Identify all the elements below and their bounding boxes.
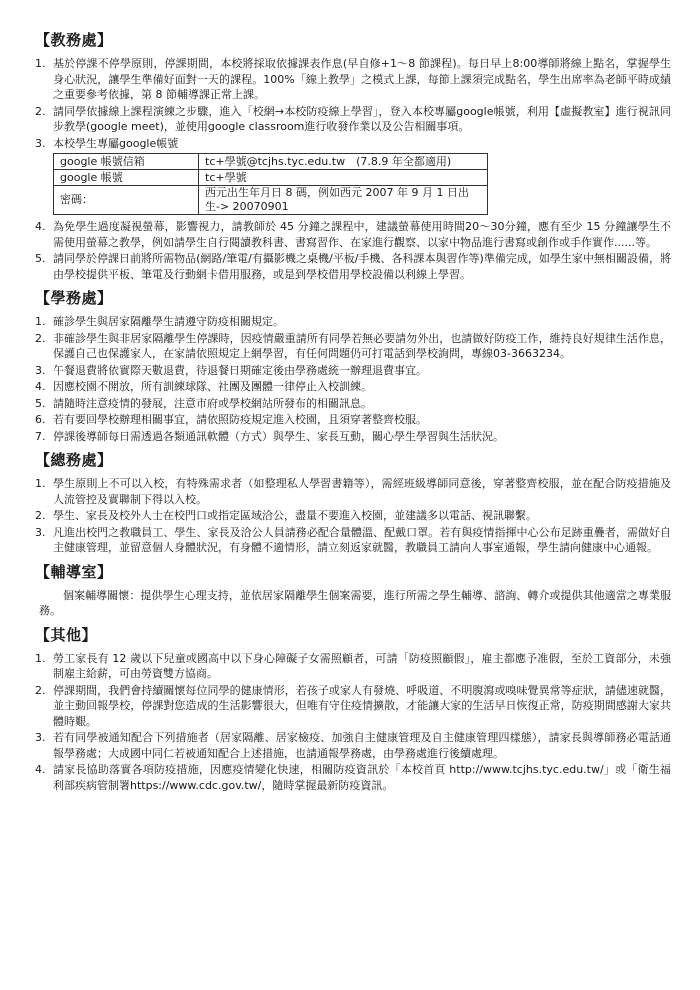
- list-item: [35, 396, 671, 412]
- list-item: [35, 56, 671, 103]
- item-text: 午餐退費將依實際天數退費，待退餐日期確定後由學務處統一辦理退費事宜。: [53, 363, 427, 377]
- list-item: [35, 251, 671, 282]
- item-number: 2.: [35, 509, 46, 522]
- list-item: [35, 508, 671, 524]
- item-text: 學生原則上不可以入校，有特殊需求者（如整理私人學習書籍等），需經班級導師同意後，穿著整齊校服，並在配合防疫措施及人流管控及實聯制下得以入校。: [53, 477, 671, 506]
- section-title: 【其他】: [35, 625, 98, 644]
- item-number: 7.: [35, 429, 46, 443]
- item-list: [35, 56, 671, 151]
- section-other: [35, 625, 671, 794]
- item-text: 請同學於停課日前將所需物品(網路/筆電/有攝影機之桌機/平板/手機、各科課本與習作等)準備完成，如學生家中無相關設備，將由學校提供平板、筆電及行動網卡借用服務，或是到學校借用學校設備以利線上學習。: [53, 252, 671, 281]
- item-number: 4.: [35, 763, 46, 776]
- item-list: [35, 476, 671, 556]
- item-number: 1.: [35, 315, 46, 328]
- list-item: [35, 651, 671, 682]
- item-number: 1.: [35, 477, 46, 490]
- item-text: 為免學生過度凝視螢幕，影響視力，請教師於 45 分鐘之課程中，建議螢幕使用時間20～30分鐘，應有至少 15 分鐘讓學生不需使用螢幕之教學，例如請學生自行閱讀教科書、書寫習作、在家進行觀察、以家中物品進行書寫或創作或手作實作......等。: [53, 220, 671, 249]
- item-number: 4.: [35, 220, 46, 233]
- list-item: [35, 762, 671, 793]
- table-row: [54, 170, 488, 186]
- item-number: 2.: [35, 683, 46, 697]
- account-table: [53, 153, 488, 215]
- list-item: [35, 136, 671, 152]
- list-item: [35, 476, 671, 507]
- item-text: 請同學依據線上課程演練之步驟，進入「校網→本校防疫線上學習」，登入本校專屬google帳號，利用【虛擬教室】進行視訊同步教學(google meet)，並使用google classroom進行收發作業以及公告相關事項。: [53, 104, 671, 133]
- section-academic-affairs: [35, 30, 671, 282]
- item-number: 2.: [35, 104, 46, 118]
- section-counseling: [35, 562, 671, 619]
- item-text: 請隨時注意疫情的發展，注意市府或學校網站所發布的相關訊息。: [53, 396, 372, 410]
- list-item: [35, 363, 671, 379]
- item-list: [35, 651, 671, 794]
- item-number: 3.: [35, 136, 46, 150]
- list-item: [35, 525, 671, 556]
- list-item: [35, 683, 671, 730]
- item-number: 4.: [35, 380, 46, 393]
- item-text: 若有要回學校辦理相關事宜，請依照防疫規定進入校園，且須穿著整齊校服。: [53, 413, 427, 426]
- list-item: [35, 730, 671, 761]
- item-number: 2.: [35, 331, 46, 345]
- item-text: 停課後導師每日需透過各類通訊軟體（方式）與學生、家長互動，關心學生學習與生活狀況。: [53, 429, 504, 443]
- item-number: 3.: [35, 363, 46, 377]
- item-number: 1.: [35, 651, 46, 665]
- counseling-paragraph: 個案輔導關懷：提供學生心理支持，並依居家隔離學生個案需要，進行所需之學生輔導、諮詢、轉介或提供其他適當之專業服務。: [39, 588, 671, 617]
- list-item: [35, 429, 671, 445]
- section-title: 【教務處】: [35, 31, 113, 49]
- item-number: 6.: [35, 413, 46, 426]
- section-title: 【總務處】: [35, 451, 113, 469]
- item-number: 3.: [35, 525, 46, 539]
- table-cell-value: 西元出生年月日 8 碼，例如西元 2007 年 9 月 1 日出生-> 20070901: [199, 186, 488, 215]
- document-page: [35, 30, 671, 799]
- item-text: 非確診學生與非居家隔離學生停課時，因疫情嚴重請所有同學若無必要請勿外出，也請做好防疫工作，維持良好規律生活作息，保護自己也保護家人，在家請依照規定上網學習，有任何問題仍可打電話到學校詢問，專線03-3663234。: [53, 331, 671, 360]
- item-text: 因應校園不開放，所有訓練球隊、社團及團體一律停止入校訓練。: [53, 380, 372, 393]
- list-item: [35, 104, 671, 135]
- table-row: [54, 154, 488, 170]
- list-item: [35, 331, 671, 362]
- item-list: [35, 314, 671, 444]
- item-text: 基於停課不停學原則，停課期間，本校將採取依據課表作息(早自修+1～8 節課程)。每日早上8:00導師將線上點名，掌握學生身心狀況，讓學生準備好面對一天的課程。100%「線上教學」之模式上課，每節上課須完成點名，學生出席率為老師平時成績之重要參考依據，第 8 節輔導課正常上課。: [53, 57, 671, 101]
- table-cell-value: tc+學號: [199, 170, 488, 186]
- item-text: 若有同學被通知配合下列措施者（居家隔離、居家檢疫、加強自主健康管理及自主健康管理四樣態），請家長與導師務必電話通報學務處；大成國中同仁若被通知配合上述措施，也請通報學務處，由學務處進行後續處理。: [53, 731, 671, 760]
- section-title: 【輔導室】: [35, 562, 113, 581]
- table-cell-key: google 帳號信箱: [54, 154, 199, 170]
- item-text: 請家長協助落實各項防疫措施，因應疫情變化快速，相關防疫資訊於「本校首頁 http://www.tcjhs.tyc.edu.tw/」或「衛生福利部疾病管制署https://www.cdc.gov.tw/，隨時掌握最新防疫資訊。: [53, 763, 671, 792]
- list-item: [35, 379, 671, 395]
- list-item: [35, 412, 671, 428]
- item-text: 停課期間，我們會持續關懷每位同學的健康情形，若孩子或家人有發燒、呼吸道、不明腹瀉或嗅味覺異常等症狀，請儘速就醫，並主動回報學校，停課對您造成的生活影響很大，但唯有守住疫情擴散，才能讓大家的生活早日恢復正常，防疫期間感謝大家共體時艱。: [53, 683, 671, 728]
- item-number: 3.: [35, 731, 46, 744]
- item-text: 本校學生專屬google帳號: [53, 136, 179, 150]
- table-cell-value: tc+學號@tcjhs.tyc.edu.tw (7.8.9 年全都適用): [199, 154, 488, 170]
- item-number: 5.: [35, 396, 46, 410]
- item-text: 確診學生與居家隔離學生請遵守防疫相關規定。: [53, 315, 284, 328]
- table-cell-key: google 帳號: [54, 170, 199, 186]
- item-number: 1.: [35, 57, 46, 70]
- section-general-affairs: [35, 450, 671, 556]
- table-cell-key: 密碼：: [54, 186, 199, 215]
- item-list: [35, 219, 671, 282]
- list-item: [35, 314, 671, 330]
- item-text: 學生、家長及校外人士在校門口或指定區域洽公，盡量不要進入校園，並建議多以電話、視訊聯繫。: [53, 509, 537, 522]
- section-student-affairs: [35, 288, 671, 444]
- item-text: 凡進出校門之教職員工、學生、家長及洽公人員請務必配合量體溫、配戴口罩。若有與疫情指揮中心公布足跡重疊者，需做好自主健康管理，並留意個人身體狀況，有身體不適情形，請立刻返家就醫，教職員工請向人事室通報，學生請向健康中心通報。: [53, 525, 671, 554]
- item-number: 5.: [35, 252, 46, 265]
- list-item: [35, 219, 671, 250]
- section-title: 【學務處】: [35, 289, 113, 307]
- table-row: [54, 186, 488, 215]
- item-text: 勞工家長有 12 歲以下兒童或國高中以下身心障礙子女需照顧者，可請「防疫照顧假」，雇主都應予准假，至於工資部分，未強制雇主給薪，可由勞資雙方協商。: [53, 651, 671, 680]
